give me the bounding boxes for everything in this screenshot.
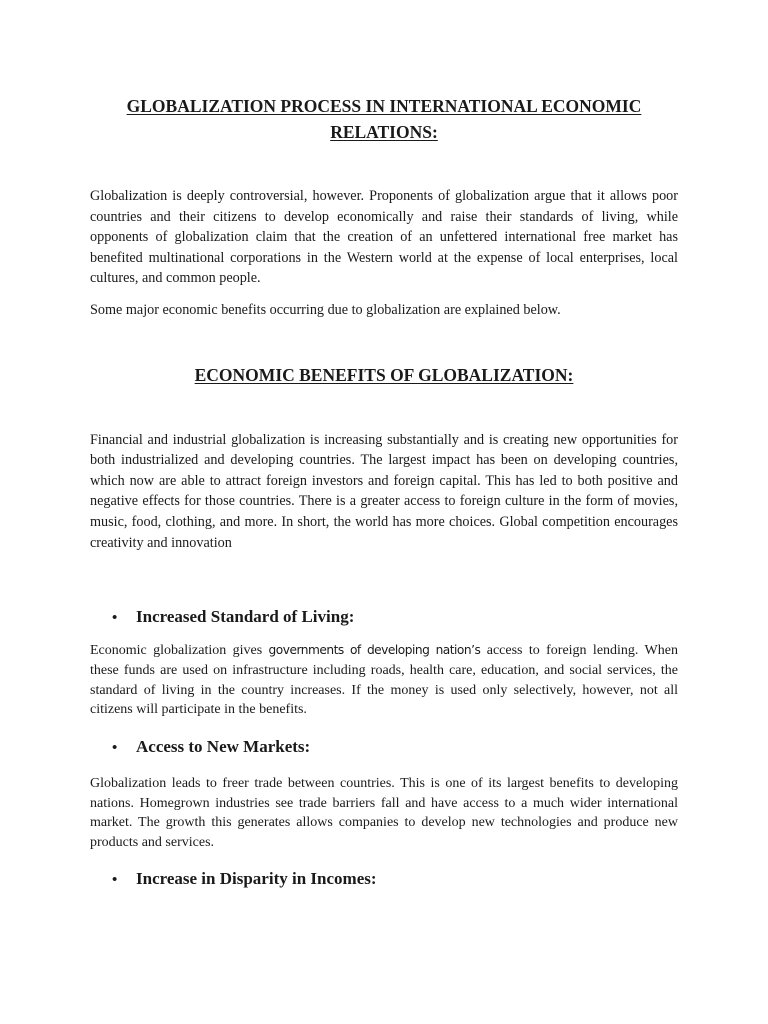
bullet-heading-text: Increased Standard of Living: (136, 607, 355, 627)
bullet-paragraph-standard-of-living (90, 641, 678, 720)
bullet-paragraph-new-markets: Globalization leads to freer trade between countries. This is one of its largest benefits to developing nations. Homegrown industries see trade barriers fall and have access to a much wider international market. The growth this generates allows companies to develop new technologies and produce new products and services. (90, 775, 678, 851)
bullet-heading-new-markets (90, 735, 678, 760)
title-line-2: RELATIONS: (330, 122, 438, 142)
bullet-dot-icon: • (112, 739, 118, 756)
document-title (90, 0, 678, 145)
title-line-1: GLOBALIZATION PROCESS IN INTERNATIONAL ECONOMIC (126, 96, 642, 116)
bullet-dot-icon: • (112, 610, 118, 627)
intro-followup: Some major economic benefits occurring due to globalization are explained below. (90, 301, 561, 318)
paragraph-text-after: access to foreign lending. When these funds are used on infrastructure including roads, health care, education, and social services, the standard of living in the country increases. If the money is used only selectively, however, not all citizens will participate in the benefits. (90, 643, 678, 718)
section-paragraph: Financial and industrial globalization is increasing substantially and is creating new opportunities for both industrialized and developing countries. The largest impact has been on developing countries, which now are able to attract foreign investors and foreign capital. This has led to both positive and negative effects for those countries. There is a greater access to foreign culture in the form of movies, music, food, clothing, and more. In short, the world has more choices. Global competition encourages creativity and innovation (90, 431, 678, 551)
bullet-heading-standard-of-living (90, 605, 678, 630)
bullet-heading-income-disparity (90, 867, 678, 892)
bullet-heading-text: Access to New Markets: (136, 736, 311, 756)
bullet-dot-icon: • (112, 871, 118, 888)
intro-paragraph: Globalization is deeply controversial, however. Proponents of globalization argue that it allows poor countries and their citizens to develop economically and raise their standards of living, while opponents of globalization claim that the creation of an unfettered international free market has benefited multinational corporations in the Western world at the expense of local enterprises, local cultures, and common people. (90, 188, 678, 287)
paragraph-text-special: governments of developing nation’s (268, 643, 481, 658)
section-heading: ECONOMIC BENEFITS OF GLOBALIZATION: (194, 364, 574, 385)
bullet-heading-text: Increase in Disparity in Incomes: (136, 868, 377, 888)
paragraph-text-before: Economic globalization gives (90, 643, 269, 659)
